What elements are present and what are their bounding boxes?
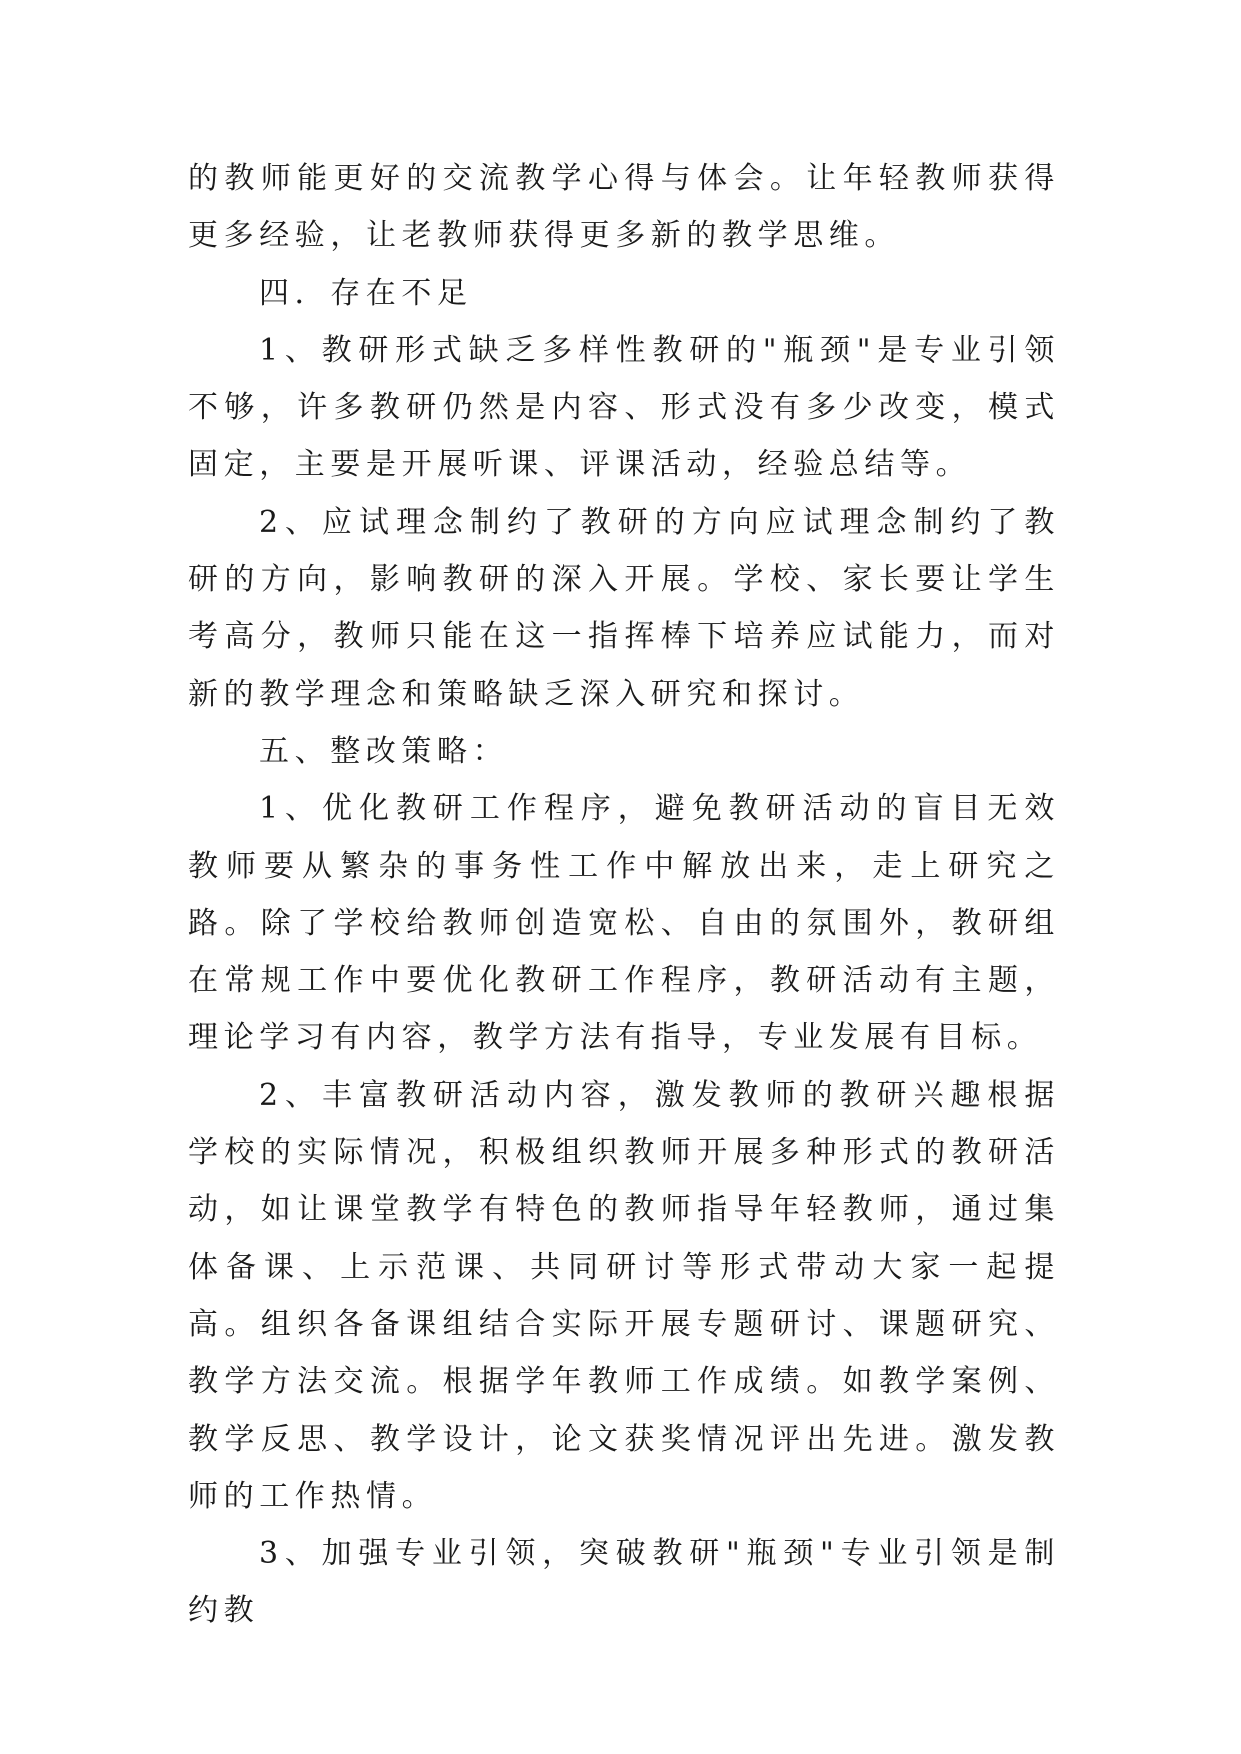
paragraph-shortcoming-2: 2、应试理念制约了教研的方向应试理念制约了教研的方向，影响教研的深入开展。学校、家长要让学生考高分，教师只能在这一指挥棒下培养应试能力，而对新的教学理念和策略缺乏深入研究和探讨。 [188,504,1060,712]
paragraph-continuation: 的教师能更好的交流教学心得与体会。让年轻教师获得更多经验，让老教师获得更多新的教学思维。 [188,161,1060,254]
paragraph-strategy-3: 3、加强专业引领，突破教研"瓶颈"专业引领是制约教 [188,1536,1060,1629]
section-heading-shortcomings: 四．存在不足 [259,275,473,311]
paragraph-strategy-2: 2、丰富教研活动内容，激发教师的教研兴趣根据学校的实际情况，积极组织教师开展多种形式的教研活动，如让课堂教学有特色的教师指导年轻教师，通过集体备课、上示范课、共同研讨等形式带动大家一起提高。组织各备课组结合实际开展专题研讨、课题研究、教学方法交流。根据学年教师工作成绩。如教学案例、教学反思、教学设计，论文获奖情况评出先进。激发教师的工作热情。 [188,1077,1060,1514]
document-page [188,150,1060,1640]
section-heading-strategies: 五、整改策略： [259,733,509,769]
paragraph-strategy-1: 1、优化教研工作程序，避免教研活动的盲目无效教师要从繁杂的事务性工作中解放出来，走上研究之路。除了学校给教师创造宽松、自由的氛围外，教研组在常规工作中要优化教研工作程序，教研活动有主题，理论学习有内容，教学方法有指导，专业发展有目标。 [188,791,1060,1056]
paragraph-shortcoming-1: 1、教研形式缺乏多样性教研的"瓶颈"是专业引领不够，许多教研仍然是内容、形式没有多少改变，模式固定，主要是开展听课、评课活动，经验总结等。 [188,332,1060,483]
